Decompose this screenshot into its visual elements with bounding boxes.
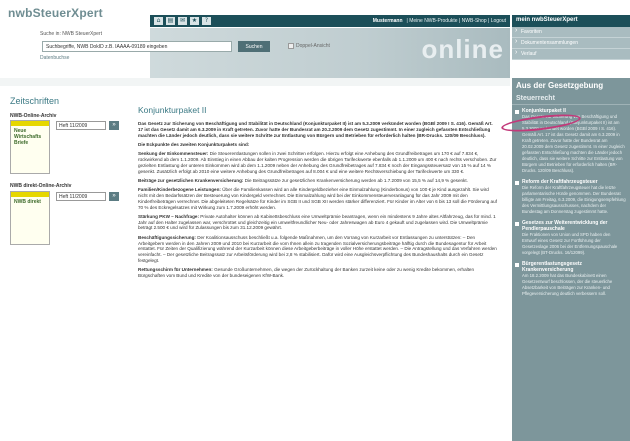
issue-select[interactable]: Heft 11/2009	[56, 192, 106, 201]
magazine-cover[interactable]	[10, 191, 50, 245]
search-label: Suche in: NWB SteuerXpert	[40, 31, 102, 37]
article	[138, 105, 498, 441]
mail-icon[interactable]: ✉	[179, 17, 186, 24]
my-account-header: mein nwbSteuerXpert	[512, 15, 630, 27]
help-icon[interactable]: ?	[202, 17, 211, 25]
paragraph-text: Der Koalitionsausschuss beschließt u.a. folgende Maßnahmen, um den Vorrang von Kurzarbeit vor Entlassungen zu unterstützen: – Den Arbeitgebern werden in den Jahren 2009 und 2010 bei Kurzarbeit die vom Ihnen allein zu tragenden Sozialversicherungsbeiträge hälftig durch die Bundesagentur für Arbeit erstattet. Für Zeiten der Qualifizierung während der Kurzarbeit können diese Arbeitgeberbeiträge in voller Höhe erstattet werden. – Die Antragstellung und das Verfahren werden vereinfacht. – Der gesetzliche Beitragssatz zur Arbeitsförderung wird bei 2,8 % stabilisiert. Dafür wird eine Ausgleichsverpflichtung des Bundeshaushalts durch ein Gesetz festgelegt.	[138, 234, 497, 263]
news-item-title[interactable]: Reform der Kraftfahrzeugsteuer	[522, 179, 598, 185]
hero-word: online	[421, 34, 504, 64]
nav-verlauf[interactable]: › Verlauf	[512, 49, 630, 60]
article-paragraph	[138, 235, 498, 264]
paragraph-text: Private Autohalter können ab Kabinettsbeschluss eine Umweltprämie beantragen, wenn ein mindestens 9 Jahre altes Altfahrzeug, das für mind. 1 Jahr auf den Halter zugelassen war, verschrottet und gleichzeitig ein umweltfreundlicher Neu- oder Jahreswagen ab Euro 4 gekauft und zugelassen wird. Die Umweltprämie beträgt 2.500 € und wird für Zulassungen bis zum 31.12.2009 gewährt.	[138, 213, 496, 231]
news-item-text: Das Gesetz zur Sicherung von Beschäftigung und Stabilität in Deutschland (Konjunkturpaket II) ist am 5.3.2009 verkündet worden (BGBl 2009 I S. 416). Gemäß Art. 17 ist das Gesetz damit am 6.3.2009 in Kraft getreten. Zuvor hatte der Bundesrat am 20.02.2009 dem Gesetz zugestimmt. In einer zugleich gefassten Entschließung machten die Länder jedoch deutlich, dass sie weitere Schritte zur Entlastung von Bürgern und Betrieben für erforderlich halten (BR-Drucks. 120/09 Beschluss).	[522, 114, 625, 173]
print-icon[interactable]: ▤	[167, 17, 174, 24]
news-item-text: Die Reform der Kraftfahrzeugsteuer hat die letzte parlamentarische Hürde genommen. Der Bundesrat billigte am Freitag, 6.3.2009, die Einigungsempfehlung des Vermittlungsausschusses, nachdem der Bundestag am Donnerstag zugestimmt hatte.	[522, 185, 626, 214]
legislation-title: Aus der Gesetzgebung	[516, 81, 604, 90]
article-lead: Das Gesetz zur Sicherung von Beschäftigung und Stabilität in Deutschland (Konjunkturpaket II) ist am 5.3.2009 verkündet worden (BGBl 2009 I S. 416). Gemäß Art. 17 ist das Gesetz damit am 6.3.2009 in Kraft getreten. Zuvor hatte der Bundesrat am 20.2.2009 dem Gesetz zugestimmt. In einer zugleich gefassten Entschließung machten die Länder jedoch deutlich, dass sie weitere Schritte zur Entlastung von Bürgern und Betrieben für erforderlich halten (BR-Drucks. 120/09 Beschluss).	[138, 121, 493, 138]
toolbar-icons	[154, 17, 211, 25]
magazine-cover[interactable]	[10, 120, 50, 174]
article-paragraph	[138, 214, 498, 231]
archive-label: NWB direkt-Online-Archiv	[10, 183, 72, 189]
nav-favoriten[interactable]: › Favoriten	[512, 27, 630, 38]
my-account-nav	[512, 27, 630, 60]
separator-band	[0, 78, 510, 86]
news-item[interactable]	[512, 258, 630, 299]
brand-logo[interactable]: nwbSteuerXpert	[8, 6, 103, 20]
paragraph-heading: Senkung der Einkommensteuer:	[138, 151, 209, 157]
paragraph-text: Über die Familienkassen wird an alle Kindergeldbezieher eine Einmalzahlung (Kinderbonus) von 100 € je Kind ausgezahlt. Sie wird nicht mit den Bedarfssätzen der Besteuerung von Kindergeld verrechnet. Die Einmalzahlung wird bei der Einkommensteuerveranlagung für das Jahr 2009 mit den Kinderfreibeträgen verrechnet. Die abgeleiteten Regelsätze für Kinder im SGB II und SGB XII werden stärker differenziert. Für Kinder im Alter von 6 bis 13 soll die Förderung auf 70 % des Eckregelsatzes mit Wirkung zum 1.7.2009 erhöht werden.	[138, 187, 497, 210]
paragraph-heading: Stärkung PKW – Nachfrage:	[138, 213, 200, 219]
go-button[interactable]: »	[109, 192, 119, 201]
top-navigation	[150, 15, 510, 27]
article-paragraph	[138, 178, 498, 184]
paragraph-text: Die Steuerentlastungen sollen in zwei Schritten erfolgen. Hierzu erfolgt eine Anhebung des Grundfreibetrages um 170 € auf 7.834 €, rückwirkend ab dem 1.1.2009. Ab Einstieg in einen Abbau der kalten Progression werden die übrigen Tarifeckwerte ebenfalls ab 1.1.2009 um 400 € nach rechts verschoben. Zur gezielten Entlastung der unteren Einkommen wird ab dem 1.1.2009 neben der Anhebung des Grundfreibetrages auf 7.834 € noch der Eingangssteuersatz von 15 % auf 14 % gesenkt. Zusätzlich erfolgt ab 2010 eine weitere Anhebung des Grundfreibetrages auf 8.004 € und eine weitere Rechtsverschiebung der Tarifeckwerte um 330 €.	[138, 151, 497, 174]
nav-dokumentensammlungen[interactable]: › Dokumentensammlungen	[512, 38, 630, 49]
news-item-title[interactable]: Bürgerentlastungsgesetz Krankenversicherung	[522, 261, 583, 273]
paragraph-heading: Beschäftigungssicherung:	[138, 234, 196, 240]
paragraph-text: Gesunde Großunternehmen, die wegen der Zurückhaltung der Banken zurzeit keine oder zu wenig Kredite bekommen, erhalten Bürgschaften vom Bund und Kredite von der bundeseigenen KfW-Bank.	[138, 267, 475, 279]
doppel-ansicht-toggle[interactable]	[288, 43, 330, 49]
article-intro: Die Eckpunkte des zweiten Konjunkturpakets sind:	[138, 141, 250, 147]
news-item-text: Am 18.2.2009 hat das Bundeskabinett einen Gesetzentwurf beschlossen, der die steuerliche Absetzbarkeit von Beiträgen zur Kranken- und Pflegeversicherung deutlich verbessern soll.	[522, 273, 613, 296]
star-icon[interactable]: ★	[191, 17, 198, 24]
archive-label: NWB-Online-Archiv	[10, 113, 57, 119]
news-item[interactable]	[512, 217, 630, 258]
legislation-subtitle: Steuerrecht	[512, 93, 630, 105]
paragraph-text: Die Beitragssätze zur gesetzlichen Krankenversicherung werden ab 1.7.2009 von 15,5 % auf 14,9 % gesenkt.	[243, 177, 468, 183]
legislation-panel	[512, 78, 630, 441]
doppel-ansicht-label: Doppel-Ansicht	[296, 43, 330, 49]
paragraph-heading: Rettungsschirm für Unternehmen:	[138, 267, 213, 273]
top-links[interactable]: | Meine NWB-Produkte | NWB-Shop | Logout	[406, 18, 506, 24]
article-paragraph	[138, 187, 498, 210]
news-item-title[interactable]: Konjunkturpaket II	[522, 108, 566, 114]
article-title: Konjunkturpaket II	[138, 105, 207, 115]
news-item-text: Die Fraktionen von Union und SPD haben den Entwurf eines Gesetz zur Fortführung der Gesetzeslage 2006 bei der Entfernungspauschale vorgelegt (BT-Drucks. 16/12099).	[522, 232, 618, 255]
news-item-title[interactable]: Gesetzes zur Weiterentwicklung der Pendlerpauschale	[522, 220, 608, 232]
account-links[interactable]	[373, 18, 506, 24]
home-icon[interactable]: ⌂	[154, 17, 163, 25]
issue-select[interactable]: Heft 11/2009	[56, 121, 106, 130]
zeitschriften-title: Zeitschriften	[10, 96, 60, 106]
user-name: Mustermann	[372, 18, 403, 24]
search-input[interactable]	[42, 41, 232, 52]
checkbox-icon[interactable]	[288, 43, 294, 49]
paragraph-heading: Beiträge zur gesetzlichen Krankenversicherung:	[138, 177, 244, 183]
article-paragraph	[138, 267, 498, 279]
paragraph-heading: Familien/Kinderbezogene Leistungen:	[138, 187, 221, 193]
go-button[interactable]: »	[109, 121, 119, 130]
hero-banner	[150, 28, 510, 78]
news-item[interactable]	[512, 176, 630, 217]
cover-title: NWB direkt	[14, 199, 41, 205]
article-paragraph	[138, 151, 498, 174]
search-button[interactable]: Suchen	[238, 41, 270, 52]
cover-title: Neue Wirtschafts Briefe	[14, 128, 42, 146]
datenbuchse-link[interactable]: Datenbuchse	[40, 55, 70, 61]
